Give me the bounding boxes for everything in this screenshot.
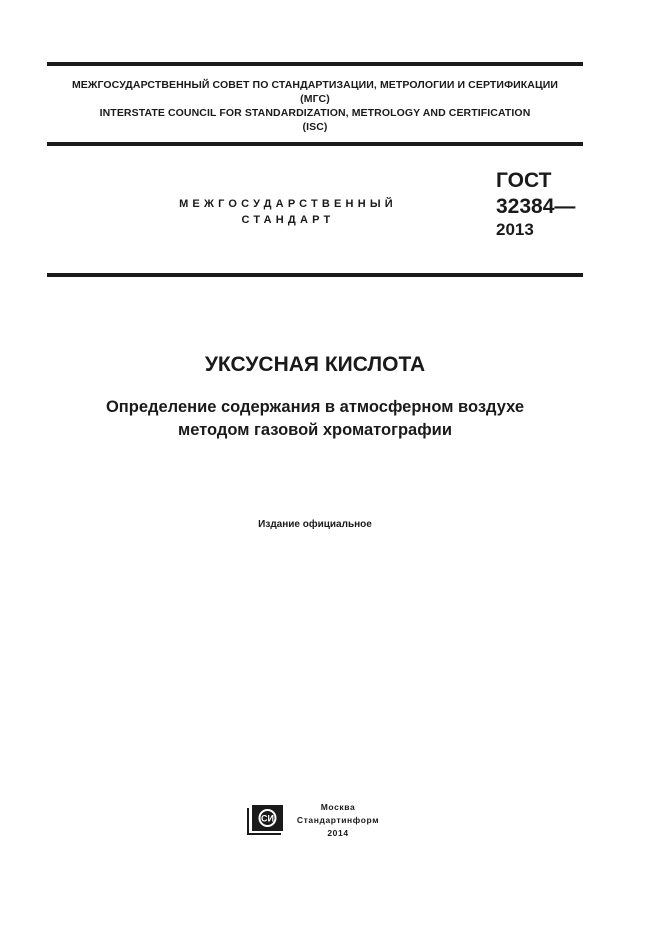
document-subtitle [47, 396, 583, 442]
publisher-year: 2014 [327, 828, 349, 838]
publisher-imprint [292, 801, 384, 840]
top-rule [47, 62, 583, 66]
council-name-ru: МЕЖГОСУДАРСТВЕННЫЙ СОВЕТ ПО СТАНДАРТИЗАЦИИ, МЕТРОЛОГИИ И СЕРТИФИКАЦИИ [71, 79, 559, 91]
subtitle-line1: Определение содержания в атмосферном воздухе [105, 398, 525, 416]
gost-number: 32384— [496, 195, 576, 218]
publisher-city: Москва [320, 802, 356, 812]
council-header [47, 78, 583, 134]
middle-rule [47, 142, 583, 146]
standard-kind-line1: МЕЖГОСУДАРСТВЕННЫЙ [179, 198, 397, 210]
publisher-logo-text: СИ [261, 813, 274, 824]
council-name-en: INTERSTATE COUNCIL FOR STANDARDIZATION, METROLOGY AND CERTIFICATION [99, 107, 531, 119]
subtitle-line2: методом газовой хроматографии [178, 421, 452, 439]
standard-kind-line2: СТАНДАРТ [241, 214, 335, 226]
edition-note: Издание официальное [258, 519, 372, 530]
publisher-name: Стандартинформ [296, 815, 380, 825]
gost-year: 2013 [496, 220, 534, 239]
gost-label: ГОСТ [496, 169, 552, 192]
council-abbr-ru: (МГС) [300, 93, 330, 105]
gost-designation [496, 168, 575, 240]
publisher-logo-icon [246, 804, 284, 836]
council-abbr-en: (ISC) [302, 121, 328, 133]
bottom-rule [47, 273, 583, 277]
document-title: УКСУСНАЯ КИСЛОТА [204, 353, 426, 376]
standard-kind [120, 196, 456, 228]
